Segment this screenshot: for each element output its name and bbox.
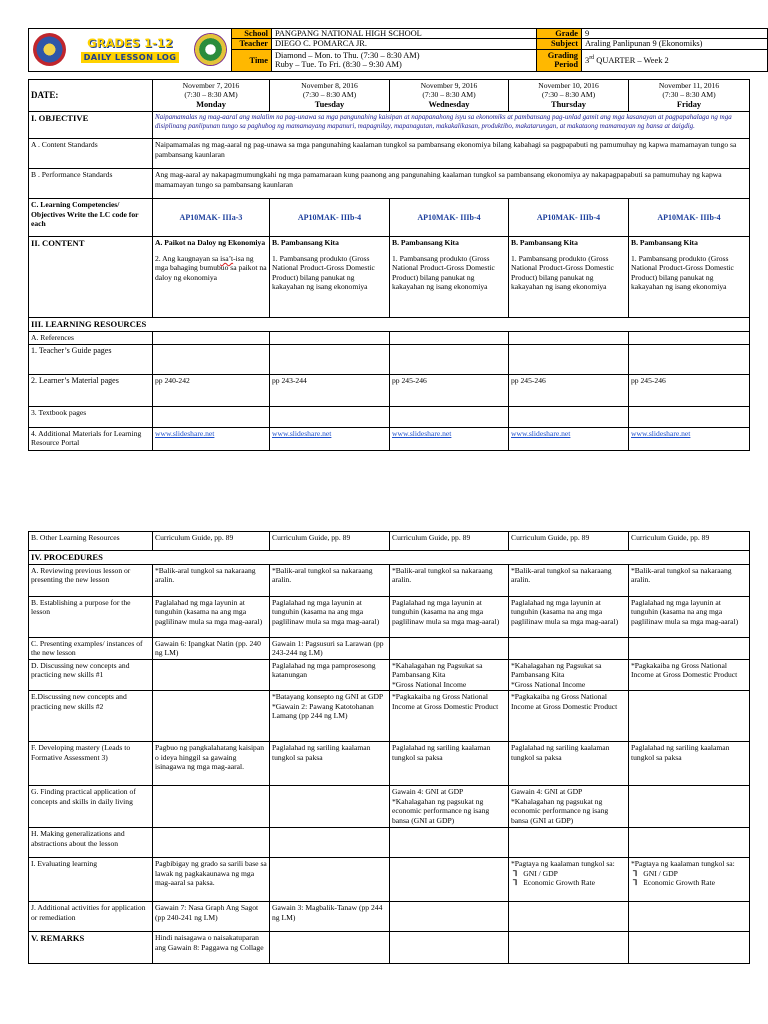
date-time: (7:30 – 8:30 AM)	[302, 90, 357, 100]
proc-cell	[153, 786, 270, 828]
date-cell	[509, 80, 629, 112]
learning-resources-row	[29, 318, 750, 332]
proc-i-row	[29, 858, 750, 902]
portal-cell	[270, 427, 390, 450]
content-body: 1. Pambansang produkto (Gross National Product-Gross Domestic Product) bilang panukat ng kakayahan ng isang ekonomiya	[272, 253, 375, 292]
proc-cell: Pagbibigay ng grado sa sarili base sa lawak ng pagkakaunawa ng mga mag-aaral sa paksa.	[153, 858, 270, 902]
proc-cell: *Balik-aral tungkol sa nakaraang aralin.	[270, 564, 390, 596]
day-name: Friday	[676, 99, 702, 109]
proc-b-row	[29, 596, 750, 637]
content-cell	[153, 237, 270, 318]
empty-cell	[153, 332, 270, 344]
proc-h-row	[29, 828, 750, 858]
other-resource: Curriculum Guide, pp. 89	[390, 532, 509, 551]
proc-cell	[629, 858, 750, 902]
eval-item	[511, 878, 626, 887]
banner	[81, 37, 180, 63]
proc-cell	[390, 902, 509, 932]
content-body	[155, 254, 267, 282]
day-name: Thursday	[551, 99, 586, 109]
lc-code: AP10MAK- IIIb-4	[390, 199, 509, 237]
proc-cell: Paglalahad ng sariling kaalaman tungkol sa paksa	[390, 742, 509, 786]
content-body-marked: isa’t	[220, 253, 234, 263]
proc-cell: Gawain 4: GNI at GDP *Kahalagahan ng pagsukat ng economic performance ng isang bansa (GNI at GDP)	[390, 786, 509, 828]
performance-standards-label: B . Performance Standards	[29, 169, 153, 199]
content-standards-text: Naipamamalas ng mag-aaral ng pag-unawa sa mga pangunahing kaalaman tungkol sa pambansang ekonomiya bilang kabahagi sa pagpapabuti ng pamumuhay ng kapwa mamamayan tungo sa pambansang kaunlaran	[153, 139, 750, 169]
portal-cell	[390, 427, 509, 450]
lc-code: AP10MAK- IIIb-4	[509, 199, 629, 237]
proc-d-row	[29, 659, 750, 690]
performance-standards-text: Ang mag-aaral ay nakapagmumungkahi ng mga pamamaraan kung paanong ang pangunahing kaalaman tungkol sa pambansang ekonomiya ay nakapagpapabuti sa pamumuhay ng kapwa mamamayan tungo sa pambansang kaunlaran	[153, 169, 750, 199]
other-resources-label: B. Other Learning Resources	[29, 532, 153, 551]
content-cell	[390, 237, 509, 318]
content-title: B. Pambansang Kita	[511, 238, 578, 248]
content-body: 1. Pambansang produkto (Gross National Product-Gross Domestic Product) bilang panukat ng kakayahan ng isang ekonomiya	[631, 253, 734, 292]
time-label: Time	[232, 49, 272, 71]
empty-cell	[390, 406, 509, 427]
grading-label: Grading	[547, 50, 578, 60]
date-row	[29, 80, 750, 112]
eval-intro: *Pagtaya ng kaalaman tungkol sa:	[511, 859, 615, 869]
empty-cell	[509, 332, 629, 344]
proc-cell: Paglalahad ng sariling kaalaman tungkol sa paksa	[509, 742, 629, 786]
date-text: November 8, 2016	[301, 81, 358, 90]
proc-cell: Paglalahad ng mga layunin at tunguhin (kasama na ang mga paglilinaw mula sa mga mag-aaral)	[629, 596, 750, 637]
school-label: School	[232, 29, 272, 39]
eval-item-text: Economic Growth Rate	[643, 878, 715, 888]
teachers-guide-row	[29, 344, 750, 374]
bracket-bullet-icon: ⅂	[633, 868, 638, 878]
proc-i-label: I. Evaluating learning	[29, 858, 153, 902]
lm-pages: pp 245-246	[390, 374, 509, 406]
remarks-cell: Hindi naisagawa o naisakatuparan ang Gawain 8: Paggawa ng Collage	[153, 932, 270, 964]
remarks-row	[29, 932, 750, 964]
procedures-label: IV. PROCEDURES	[29, 551, 750, 565]
additional-materials-label: 4. Additional Materials for Learning Resource Portal	[29, 427, 153, 450]
objective-label: I. OBJECTIVE	[29, 112, 153, 139]
proc-cell	[153, 659, 270, 690]
content-title: B. Pambansang Kita	[631, 238, 698, 248]
additional-materials-row	[29, 427, 750, 450]
proc-cell: Gawain 7: Nasa Graph Ang Sagot (pp 240-241 ng LM)	[153, 902, 270, 932]
date-text: November 11, 2016	[658, 81, 720, 90]
date-time: (7:30 – 8:30 AM)	[662, 90, 716, 100]
quarter-week: QUARTER – Week 2	[594, 56, 669, 65]
references-label: A. References	[29, 332, 153, 344]
content-row	[29, 237, 750, 318]
empty-cell	[629, 344, 750, 374]
lesson-table-part-1	[28, 79, 750, 451]
teacher-label: Teacher	[232, 39, 272, 49]
time-line-1: Diamond – Mon. to Thu. (7:30 – 8:30 AM)	[275, 50, 420, 60]
other-resource: Curriculum Guide, pp. 89	[153, 532, 270, 551]
proc-cell	[509, 637, 629, 659]
portal-cell	[509, 427, 629, 450]
proc-cell: *Kahalagahan ng Pagsukat sa Pambansang Kita *Gross National Income	[390, 659, 509, 690]
time-line-2: Ruby – Tue. To Fri. (8:30 – 9:30 AM)	[275, 60, 402, 70]
date-text: November 9, 2016	[420, 81, 478, 90]
proc-a-label: A. Reviewing previous lesson or presenting the new lesson	[29, 564, 153, 596]
proc-cell: Gawain 4: GNI at GDP *Kahalagahan ng pagsukat ng economic performance ng isang bansa (GNI at GDP)	[509, 786, 629, 828]
date-cell	[270, 80, 390, 112]
quarter-number: 3	[585, 56, 590, 65]
proc-d-label: D. Discussing new concepts and practicing new skills #1	[29, 659, 153, 690]
proc-cell	[270, 786, 390, 828]
date-cell	[629, 80, 750, 112]
portal-cell	[629, 427, 750, 450]
empty-cell	[270, 332, 390, 344]
performance-standards-row	[29, 169, 750, 199]
proc-c-label: C. Presenting examples/ instances of the new lesson	[29, 637, 153, 659]
lc-code: AP10MAK- IIIb-4	[629, 199, 750, 237]
eval-intro: *Pagtaya ng kaalaman tungkol sa:	[631, 859, 735, 869]
proc-cell: Gawain 1: Pagsusuri sa Larawan (pp 243-244 ng LM)	[270, 637, 390, 659]
lc-code: AP10MAK- IIIb-4	[270, 199, 390, 237]
proc-cell: *Balik-aral tungkol sa nakaraang aralin.	[153, 564, 270, 596]
subject-value: Araling Panlipunan 9 (Ekonomiks)	[582, 39, 768, 49]
textbook-row	[29, 406, 750, 427]
proc-cell: *Kahalagahan ng Pagsukat sa Pambansang Kita *Gross National Income	[509, 659, 629, 690]
remarks-cell	[629, 932, 750, 964]
empty-cell	[270, 344, 390, 374]
eval-item-text: GNI / GDP	[643, 868, 678, 878]
grading-period-label	[537, 49, 582, 71]
proc-cell: Paglalahad ng sariling kaalaman tungkol sa paksa	[629, 742, 750, 786]
portal-cell	[153, 427, 270, 450]
proc-cell	[629, 828, 750, 858]
proc-cell: Gawain 3: Magbalik-Tanaw (pp 244 ng LM)	[270, 902, 390, 932]
lesson-table-part-2	[28, 531, 750, 964]
other-resource: Curriculum Guide, pp. 89	[270, 532, 390, 551]
objective-text: Naipamamalas ng mag-aaral ang malalim na pag-unawa sa mga pangunahing kaisipan at napapanahong isyu sa ekonomiks at pambansang pag-unlad gamit ang mga kasanayan at pagpapahalaga ng mga disiplinang panlipunan tungo sa paghubog ng mamamayang mapanuri, mapagnilay, mapanagutan, makakalikasan, produktibo, makatarungan, at makataong mamamayan ng bansa at daigdig.	[153, 112, 750, 139]
proc-cell: *Balik-aral tungkol sa nakaraang aralin.	[509, 564, 629, 596]
learning-resources-label: III. LEARNING RESOURCES	[29, 318, 750, 332]
date-cell	[390, 80, 509, 112]
portal-link[interactable]: www.slideshare.net	[511, 428, 571, 438]
date-time: (7:30 – 8:30 AM)	[541, 90, 596, 100]
learning-competencies-row	[29, 199, 750, 237]
proc-cell	[509, 858, 629, 902]
references-row	[29, 332, 750, 344]
proc-b-label: B. Establishing a purpose for the lesson	[29, 596, 153, 637]
proc-f-row	[29, 742, 750, 786]
content-body: 1. Pambansang produkto (Gross National Product-Gross Domestic Product) bilang panukat ng kakayahan ng isang ekonomiya	[392, 253, 495, 292]
date-time: (7:30 – 8:30 AM)	[422, 90, 476, 100]
other-resource: Curriculum Guide, pp. 89	[509, 532, 629, 551]
eval-item-text: GNI / GDP	[523, 868, 558, 878]
proc-cell: Pagbuo ng pangkalahatang kaisipan o ideya hinggil sa gawaing isinagawa ng mga mag-aaral.	[153, 742, 270, 786]
lm-pages: pp 240-242	[153, 374, 270, 406]
bracket-bullet-icon: ⅂	[513, 878, 518, 888]
date-text: November 7, 2016	[182, 81, 240, 90]
proc-g-label: G. Finding practical application of concepts and skills in daily living	[29, 786, 153, 828]
eval-item	[631, 869, 747, 878]
day-name: Wednesday	[428, 99, 470, 109]
other-resources-row	[29, 532, 750, 551]
day-name: Monday	[196, 99, 226, 109]
proc-cell: *Balik-aral tungkol sa nakaraang aralin.	[390, 564, 509, 596]
empty-cell	[509, 344, 629, 374]
subject-label: Subject	[537, 39, 582, 49]
proc-cell	[390, 637, 509, 659]
lm-pages: pp 245-246	[509, 374, 629, 406]
proc-cell: Gawain 6: Ipangkat Natin (pp. 240 ng LM)	[153, 637, 270, 659]
content-label: II. CONTENT	[29, 237, 153, 318]
content-body-end: -isa ng mga bahaging bumubuo sa paikot na daloy ng ekonomiya	[155, 253, 267, 282]
eval-item	[511, 869, 626, 878]
empty-cell	[153, 344, 270, 374]
date-text: November 10, 2016	[538, 81, 599, 90]
empty-cell	[390, 332, 509, 344]
proc-j-row	[29, 902, 750, 932]
proc-cell	[153, 828, 270, 858]
objective-row	[29, 112, 750, 139]
proc-cell: *Pagkakaiba ng Gross National Income at Gross Domestic Product	[629, 659, 750, 690]
content-cell	[270, 237, 390, 318]
time-value	[272, 49, 537, 71]
deped-seal-icon	[33, 33, 66, 66]
proc-cell: Paglalahad ng mga layunin at tunguhin (kasama na ang mga paglilinaw mula sa mga mag-aaral)	[509, 596, 629, 637]
proc-cell	[270, 828, 390, 858]
other-resource: Curriculum Guide, pp. 89	[629, 532, 750, 551]
content-cell	[509, 237, 629, 318]
empty-cell	[390, 344, 509, 374]
grade-value: 9	[582, 29, 768, 39]
lc-code: AP10MAK- IIIa-3	[153, 199, 270, 237]
banner-title: GRADES 1-12	[87, 36, 173, 51]
bracket-bullet-icon: ⅂	[513, 868, 518, 878]
eval-item	[631, 878, 747, 887]
portal-link[interactable]: www.slideshare.net	[631, 428, 691, 438]
school-value: PANGPANG NATIONAL HIGH SCHOOL	[272, 29, 537, 39]
proc-c-row	[29, 637, 750, 659]
proc-a-row	[29, 564, 750, 596]
proc-cell: *Pagkakaiba ng Gross National Income at Gross Domestic Product	[390, 691, 509, 742]
remarks-cell	[509, 932, 629, 964]
quarter-suffix: rd	[589, 55, 595, 62]
lm-pages: pp 243-244	[270, 374, 390, 406]
proc-f-label: F. Developing mastery (Leads to Formative Assessment 3)	[29, 742, 153, 786]
proc-cell	[270, 858, 390, 902]
learning-competencies-label: C. Learning Competencies/ Objectives Write the LC code for each	[29, 199, 153, 237]
date-cell	[153, 80, 270, 112]
proc-e-row	[29, 691, 750, 742]
bracket-bullet-icon: ⅂	[633, 878, 638, 888]
school-seal-icon	[194, 33, 227, 66]
proc-cell	[629, 902, 750, 932]
portal-link[interactable]: www.slideshare.net	[392, 428, 452, 438]
period-label: Period	[554, 60, 578, 70]
proc-j-label: J. Additional activities for application or remediation	[29, 902, 153, 932]
proc-cell	[509, 902, 629, 932]
proc-cell: Paglalahad ng mga layunin at tunguhin (kasama na ang mga paglilinaw mula sa mga mag-aaral)	[390, 596, 509, 637]
proc-cell	[629, 786, 750, 828]
content-cell	[629, 237, 750, 318]
empty-cell	[629, 406, 750, 427]
proc-cell: *Pagkakaiba ng Gross National Income at Gross Domestic Product	[509, 691, 629, 742]
remarks-cell	[270, 932, 390, 964]
proc-cell: *Batayang konsepto ng GNI at GDP *Gawain 2: Pawang Katotohanan Lamang (pp 244 ng LM)	[270, 691, 390, 742]
proc-cell	[390, 858, 509, 902]
proc-cell: Paglalahad ng sariling kaalaman tungkol sa paksa	[270, 742, 390, 786]
empty-cell	[153, 406, 270, 427]
date-time: (7:30 – 8:30 AM)	[184, 90, 238, 100]
date-label: DATE:	[29, 80, 153, 112]
proc-cell: *Balik-aral tungkol sa nakaraang aralin.	[629, 564, 750, 596]
proc-g-row	[29, 786, 750, 828]
proc-cell	[390, 828, 509, 858]
textbook-label: 3. Textbook pages	[29, 406, 153, 427]
empty-cell	[629, 332, 750, 344]
empty-cell	[270, 406, 390, 427]
content-standards-label: A . Content Standards	[29, 139, 153, 169]
learners-material-label: 2. Learner’s Material pages	[29, 374, 153, 406]
content-standards-row	[29, 139, 750, 169]
learners-material-row	[29, 374, 750, 406]
proc-h-label: H. Making generalizations and abstractions about the lesson	[29, 828, 153, 858]
proc-cell	[629, 691, 750, 742]
proc-cell: Paglalahad ng mga pamprosesong katanungan	[270, 659, 390, 690]
lm-pages: pp 245-246	[629, 374, 750, 406]
proc-cell	[153, 691, 270, 742]
portal-link[interactable]: www.slideshare.net	[155, 428, 215, 438]
header-logo-cell	[29, 29, 232, 72]
proc-cell: Paglalahad ng mga layunin at tunguhin (kasama na ang mga paglilinaw mula sa mga mag-aaral)	[153, 596, 270, 637]
remarks-label: V. REMARKS	[29, 932, 153, 964]
empty-cell	[509, 406, 629, 427]
quarter-value	[582, 49, 768, 71]
procedures-row	[29, 551, 750, 565]
teacher-value: DIEGO C. POMARCA JR.	[272, 39, 537, 49]
teachers-guide-label: 1. Teacher’s Guide pages	[29, 344, 153, 374]
day-name: Tuesday	[314, 99, 345, 109]
portal-link[interactable]: www.slideshare.net	[272, 428, 332, 438]
content-body: 1. Pambansang produkto (Gross National Product-Gross Domestic Product) bilang panukat ng kakayahan ng isang ekonomiya	[511, 253, 614, 292]
content-title: A. Paikot na Daloy ng Ekonomiya	[155, 238, 266, 248]
banner-subtitle: DAILY LESSON LOG	[81, 52, 180, 63]
proc-cell	[509, 828, 629, 858]
content-title: B. Pambansang Kita	[392, 238, 459, 248]
grade-label: Grade	[537, 29, 582, 39]
header-table	[28, 28, 768, 72]
remarks-cell	[390, 932, 509, 964]
content-body-start: 2. Ang kaugnayan sa	[155, 253, 221, 263]
proc-e-label: E.Discussing new concepts and practicing new skills #2	[29, 691, 153, 742]
proc-cell	[629, 637, 750, 659]
content-title: B. Pambansang Kita	[272, 238, 339, 248]
proc-cell: Paglalahad ng mga layunin at tunguhin (kasama na ang mga paglilinaw mula sa mga mag-aaral)	[270, 596, 390, 637]
eval-item-text: Economic Growth Rate	[523, 878, 595, 888]
